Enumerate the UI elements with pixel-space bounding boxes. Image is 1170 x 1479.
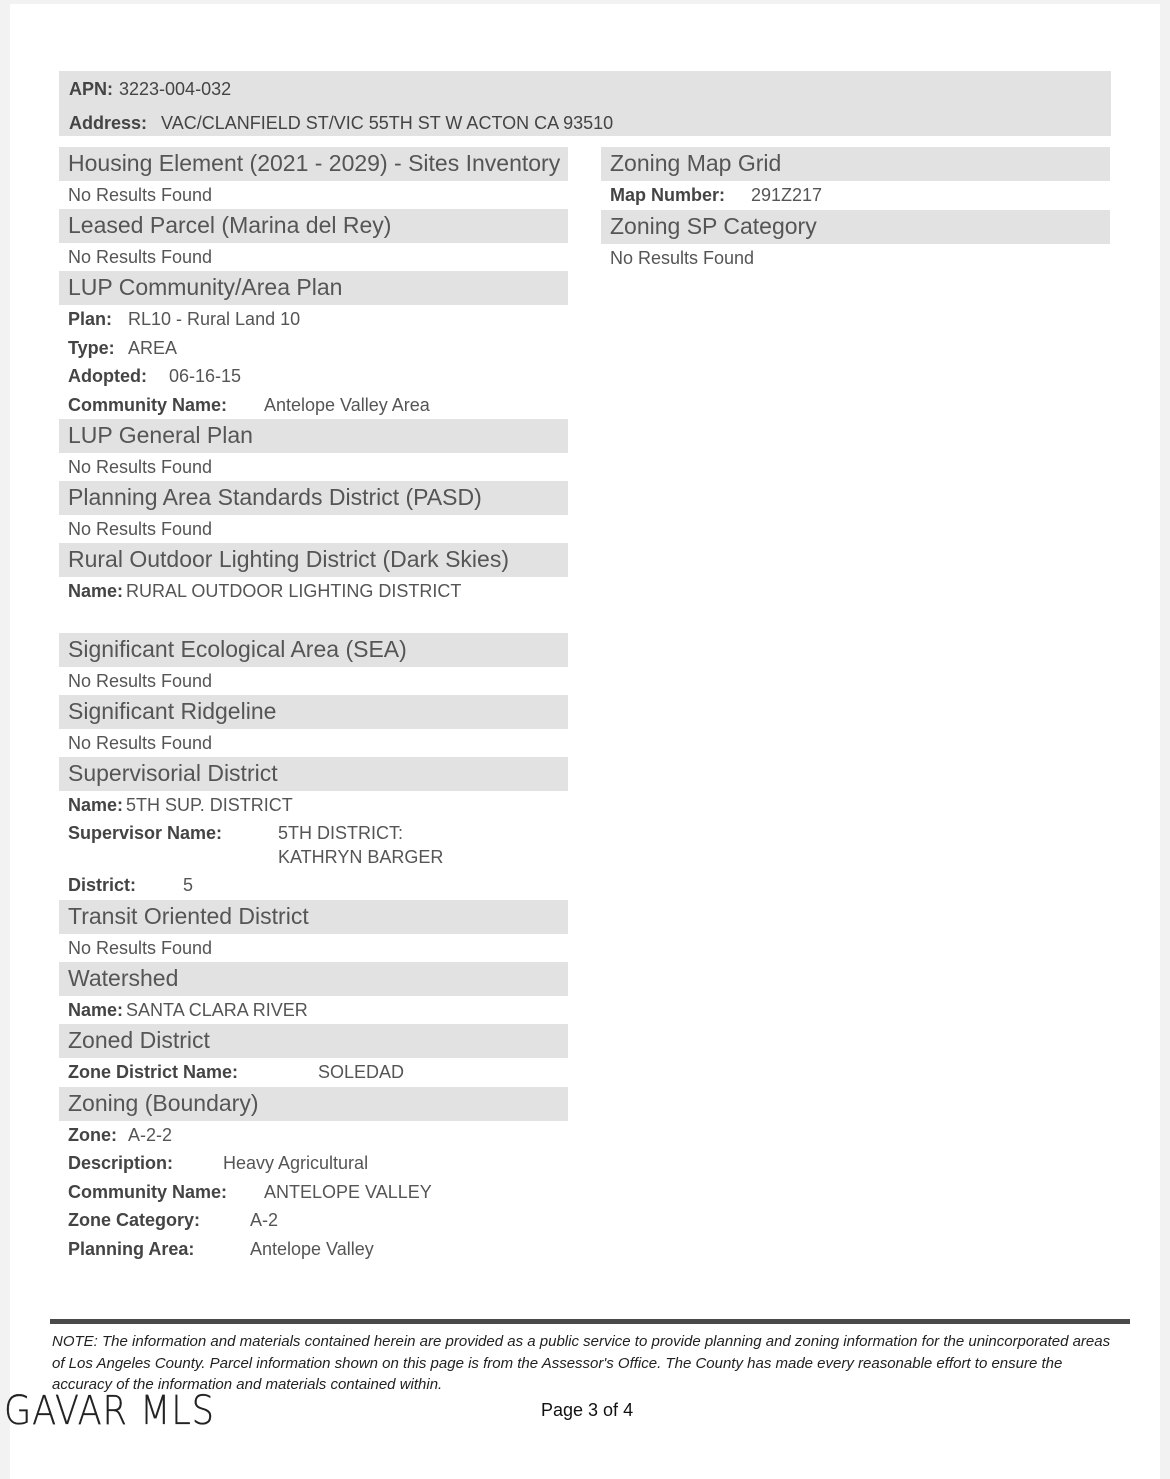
field-zoning-community-name — [59, 1178, 568, 1207]
field-plan — [59, 305, 568, 334]
type-label: Type: — [68, 337, 115, 358]
right-column — [601, 147, 1110, 272]
dark-skies-name-value: RURAL OUTDOOR LIGHTING DISTRICT — [126, 581, 462, 601]
section-map-grid-title: Zoning Map Grid — [601, 147, 1110, 181]
planning-area-value: Antelope Valley — [250, 1238, 374, 1259]
section-lup-general-title: LUP General Plan — [59, 419, 568, 453]
apn-label: APN: — [69, 79, 113, 99]
section-housing-result: No Results Found — [68, 185, 213, 205]
planning-area-label: Planning Area: — [68, 1238, 195, 1259]
page-number: Page 3 of 4 — [541, 1400, 634, 1420]
section-sp-category-title: Zoning SP Category — [601, 210, 1110, 244]
supervisor-value — [278, 821, 443, 869]
address-value: VAC/CLANFIELD ST/VIC 55TH ST W ACTON CA 93510 — [161, 113, 614, 133]
section-lup-general-result: No Results Found — [68, 457, 213, 477]
field-dark-skies-name — [59, 577, 568, 606]
section-transit-title: Transit Oriented District — [59, 900, 568, 934]
community-label: Community Name: — [68, 394, 228, 415]
adopted-value: 06-16-15 — [169, 366, 242, 386]
section-transit-result: No Results Found — [68, 937, 213, 958]
section-lup-area-title: LUP Community/Area Plan — [59, 271, 568, 305]
zone-category-label: Zone Category: — [68, 1210, 201, 1230]
supervisor-value-line2: KATHRYN BARGER — [278, 847, 444, 867]
disclaimer-note: NOTE: The information and materials contained herein are provided as a public service to provide planning and zoning information for the unincorporated areas of Los Angeles County. Parcel information shown on this page is from the Assessor's Office. The County has made every reasonable effort to ensure the accuracy of the information and materials contained within. — [52, 1333, 1111, 1393]
zone-district-label: Zone District Name: — [68, 1062, 239, 1082]
zone-value: A-2-2 — [128, 1124, 173, 1145]
zoning-community-label: Community Name: — [68, 1181, 228, 1202]
map-number-label: Map Number: — [610, 185, 726, 205]
section-leased-title: Leased Parcel (Marina del Rey) — [59, 209, 568, 243]
plan-value: RL10 - Rural Land 10 — [128, 309, 301, 329]
watershed-name-value: SANTA CLARA RIVER — [126, 999, 308, 1020]
adopted-label: Adopted: — [68, 366, 147, 386]
section-ridgeline-title: Significant Ridgeline — [59, 695, 568, 729]
zone-category-value: A-2 — [250, 1210, 279, 1230]
description-label: Description: — [68, 1153, 174, 1173]
field-adopted — [59, 362, 568, 391]
field-planning-area — [59, 1235, 568, 1264]
watershed-name-label: Name: — [68, 999, 124, 1020]
field-community-name — [59, 391, 568, 420]
supervisor-label: Supervisor Name: — [68, 823, 223, 843]
gavar-mls-logo: GAVAR MLS — [4, 1388, 215, 1434]
supervisorial-name-value: 5TH SUP. DISTRICT — [126, 794, 293, 815]
section-housing-title: Housing Element (2021 - 2029) - Sites Inventory — [59, 147, 568, 181]
field-type — [59, 334, 568, 363]
map-number-value: 291Z217 — [751, 185, 823, 205]
section-pasd-result: No Results Found — [68, 519, 213, 539]
zone-label: Zone: — [68, 1124, 117, 1145]
zoning-community-value: ANTELOPE VALLEY — [264, 1181, 432, 1202]
field-supervisor-name — [59, 819, 568, 871]
spacer — [59, 606, 568, 633]
field-supervisorial-name — [59, 791, 568, 820]
field-zone-category — [59, 1206, 568, 1235]
field-zone — [59, 1121, 568, 1150]
section-leased-result: No Results Found — [68, 247, 213, 267]
field-description — [59, 1149, 568, 1178]
address-label: Address: — [69, 113, 148, 133]
section-sea-result: No Results Found — [68, 670, 213, 691]
community-value: Antelope Valley Area — [264, 394, 430, 415]
supervisor-value-line1: 5TH DISTRICT: — [278, 823, 404, 843]
description-value: Heavy Agricultural — [223, 1153, 369, 1173]
section-zoned-title: Zoned District — [59, 1024, 568, 1058]
district-label: District: — [68, 875, 137, 895]
field-watershed-name — [59, 996, 568, 1025]
apn-value: 3223-004-032 — [119, 79, 232, 99]
section-pasd-title: Planning Area Standards District (PASD) — [59, 481, 568, 515]
section-sea-title: Significant Ecological Area (SEA) — [59, 633, 568, 667]
field-map-number — [601, 181, 1110, 210]
dark-skies-name-label: Name: — [68, 581, 124, 601]
section-watershed-title: Watershed — [59, 962, 568, 996]
section-supervisorial-title: Supervisorial District — [59, 757, 568, 791]
field-zone-district-name — [59, 1058, 568, 1087]
district-value: 5 — [183, 875, 194, 895]
section-sp-category-result: No Results Found — [610, 247, 755, 268]
section-dark-skies-title: Rural Outdoor Lighting District (Dark Skies) — [59, 543, 568, 577]
plan-label: Plan: — [68, 309, 113, 329]
supervisorial-name-label: Name: — [68, 794, 124, 815]
section-zoning-boundary-title: Zoning (Boundary) — [59, 1087, 568, 1121]
apn-line — [69, 79, 231, 100]
left-column — [59, 147, 568, 1263]
section-ridgeline-result: No Results Found — [68, 732, 213, 753]
type-value: AREA — [128, 337, 178, 358]
footer-divider — [50, 1319, 1130, 1324]
field-district — [59, 871, 568, 900]
address-line — [69, 113, 613, 134]
zone-district-value: SOLEDAD — [318, 1062, 405, 1082]
